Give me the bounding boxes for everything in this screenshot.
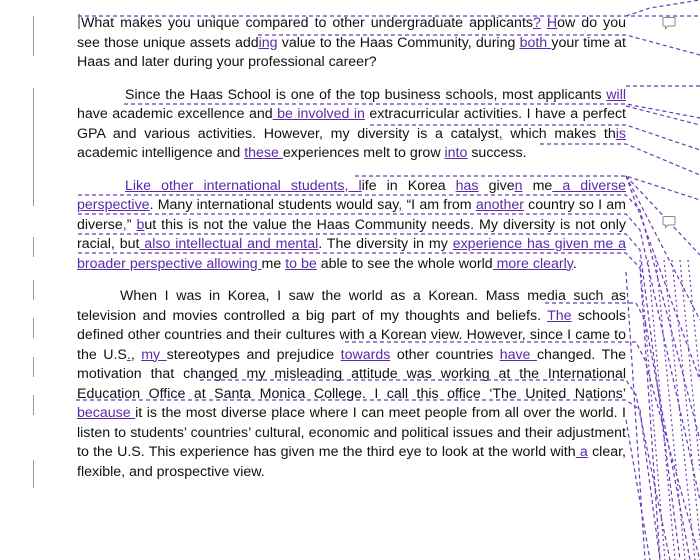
tracked-insertion[interactable]: my [141, 346, 167, 363]
body-text: Since the Haas School is one of the top business schools, most applicants [125, 86, 607, 103]
body-text: country so I am diverse [77, 197, 626, 233]
tracked-insertion[interactable]: b [136, 216, 145, 233]
tracked-insertion[interactable]: into [444, 145, 468, 161]
body-text: your time at Haas and later during your professional career? [77, 34, 626, 70]
tracked-insertion[interactable]: Like other international students, l [125, 177, 362, 194]
tracked-insertion[interactable]: more clearly [492, 255, 573, 272]
body-text: stereotypes and prejudice [166, 346, 341, 363]
body-text: . Many international students would say [149, 197, 399, 213]
tracked-insertion[interactable]: ing [258, 34, 278, 51]
body-text: What makes you unique compared to other undergraduate applicants [81, 15, 533, 31]
body-text: academic intelligence and [77, 145, 245, 161]
change-bar [33, 88, 34, 206]
body-text: success. [467, 145, 527, 161]
tracked-insertion[interactable]: is [615, 125, 627, 142]
body-text: have academic excellence and [77, 106, 273, 122]
document-body[interactable] [77, 14, 626, 495]
tracked-insertion[interactable]: . [126, 346, 131, 363]
tracked-insertion[interactable]: both [519, 34, 552, 51]
comment-bubble-icon[interactable] [662, 215, 676, 227]
change-bar [33, 280, 34, 300]
body-text: able to see the whole world [316, 255, 493, 272]
tracked-insertion[interactable]: these [244, 145, 283, 161]
body-text: value to the Haas Community, during [277, 34, 520, 51]
paragraph-korea-experience[interactable] [77, 287, 626, 482]
tracked-insertion[interactable]: The [547, 307, 572, 324]
body-text: clear, flexible, and prospective view. [77, 444, 626, 480]
paragraph-haas-school[interactable] [77, 86, 626, 164]
body-text: schools defined other countries and their cultures with a Korean view. However, since I came to the U.S [77, 307, 627, 363]
body-text: other countries [390, 346, 500, 363]
tracked-insertion[interactable]: , [122, 216, 127, 233]
body-text: me [522, 177, 553, 194]
body-text: . [572, 255, 577, 272]
comment-bubble-icon[interactable] [662, 16, 676, 28]
body-text: ife in Korea [361, 177, 456, 194]
change-bar [33, 357, 34, 377]
tracked-insertion[interactable]: another [475, 197, 524, 213]
body-text: give [478, 177, 515, 194]
tracked-insertion[interactable]: a diverse perspective [77, 177, 627, 213]
body-text: changed. The motivation that changed my misleading attitude was working at the International Education Office at Santa Monica College. I call this office ‘The United Nations’ [77, 346, 626, 402]
tracked-insertion[interactable]: be involved in [272, 106, 365, 122]
body-text: When I was in Korea, I saw the world as a Korean. Mass media such as television and movies controlled a big part of my thoughts and beliefs. [77, 288, 626, 324]
tracked-insertion[interactable]: n [514, 177, 523, 194]
tracked-insertion[interactable]: to be [285, 255, 317, 272]
tracked-insertion[interactable]: also intellectual and mental [139, 236, 319, 252]
body-text: experiences melt to grow [282, 145, 445, 161]
body-text: , [130, 346, 142, 363]
body-text: which makes th [502, 125, 616, 142]
tracked-insertion[interactable]: , [498, 125, 503, 142]
change-bar [33, 395, 34, 415]
tracked-insertion[interactable]: , [398, 197, 403, 213]
change-bar [33, 318, 34, 338]
body-text: ut this is not the value the Haas Community needs. My diversity is not only racial, but [77, 216, 626, 252]
tracked-insertion[interactable]: ? [532, 15, 541, 31]
body-text: me [261, 255, 286, 272]
tracked-insertion[interactable]: because [77, 405, 136, 421]
tracked-insertion[interactable]: has [455, 177, 479, 194]
tracked-insertion[interactable]: have [499, 346, 537, 363]
change-bar [33, 460, 34, 488]
paragraph-question[interactable] [77, 14, 626, 73]
body-text: . The diversity in my [318, 236, 453, 252]
body-text: extracurricular activities. I have a perfect GPA and various activities. However, my diversity is a catalyst [77, 106, 626, 142]
tracked-insertion[interactable]: experience has given me a broader perspective allowing [77, 236, 626, 272]
change-bar [33, 16, 34, 56]
text-cursor [78, 14, 80, 29]
body-text: ” [126, 216, 137, 233]
tracked-insertion[interactable]: H [546, 15, 558, 31]
body-text: it is the most diverse place where I can meet people from all over the world. I listen to students’ countries’ cultural, economic and political issues and their adjustment to the U.S. This experience has given me the third eye to look at the world with [77, 405, 626, 460]
paragraph-international-students[interactable] [77, 177, 626, 275]
body-text: “I am from [402, 197, 476, 213]
change-bar [33, 237, 34, 257]
body-text: ow do you see those unique assets add [77, 15, 626, 51]
tracked-insertion[interactable]: a [575, 444, 588, 460]
tracked-insertion[interactable]: will [606, 86, 626, 103]
tracked-insertion[interactable]: towards [340, 346, 391, 363]
